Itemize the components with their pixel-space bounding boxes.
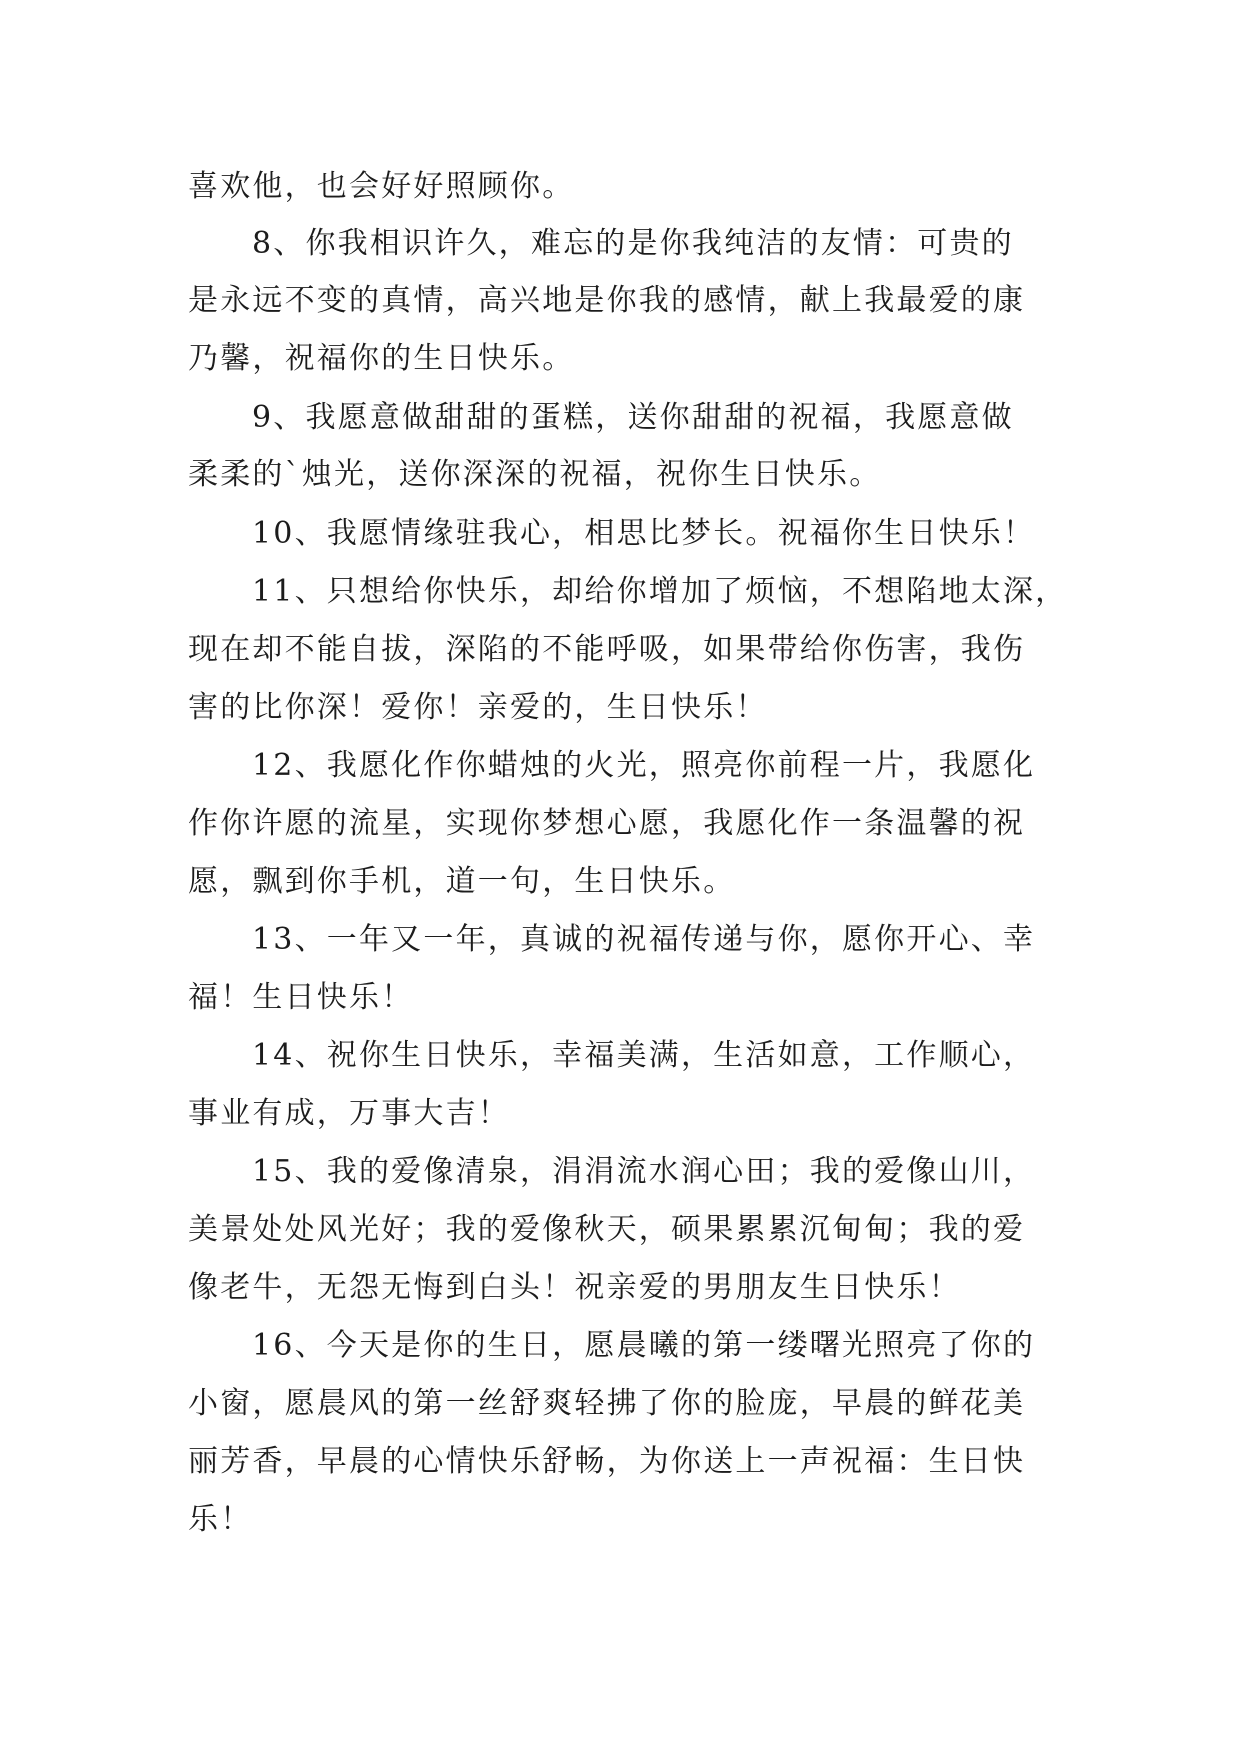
text-line: 喜欢他，也会好好照顾你。 xyxy=(188,169,575,204)
text-line: 9、我愿意做甜甜的蛋糕，送你甜甜的祝福，我愿意做 xyxy=(252,400,1014,435)
text-line: 柔柔的`烛光，送你深深的祝福，祝你生日快乐。 xyxy=(188,457,882,492)
text-line: 8、你我相识许久，难忘的是你我纯洁的友情：可贵的 xyxy=(252,226,1014,261)
text-line: 愿，飘到你手机，道一句，生日快乐。 xyxy=(188,864,736,899)
text-line: 害的比你深！爱你！亲爱的，生日快乐！ xyxy=(188,690,768,725)
text-line: 16、今天是你的生日，愿晨曦的第一缕曙光照亮了你的 xyxy=(252,1328,1036,1363)
text-line: 11、只想给你快乐，却给你增加了烦恼，不想陷地太深， xyxy=(252,574,1068,609)
text-line: 12、我愿化作你蜡烛的火光，照亮你前程一片，我愿化 xyxy=(252,748,1036,783)
text-line: 15、我的爱像清泉，涓涓流水润心田；我的爱像山川， xyxy=(252,1154,1036,1189)
text-line: 福！生日快乐！ xyxy=(188,980,414,1015)
text-line: 现在却不能自拔，深陷的不能呼吸，如果带给你伤害，我伤 xyxy=(188,632,1026,667)
text-line: 乃馨，祝福你的生日快乐。 xyxy=(188,341,575,376)
text-line: 小窗，愿晨风的第一丝舒爽轻拂了你的脸庞，早晨的鲜花美 xyxy=(188,1386,1026,1421)
text-line: 事业有成，万事大吉！ xyxy=(188,1096,510,1131)
text-line: 丽芳香，早晨的心情快乐舒畅，为你送上一声祝福：生日快 xyxy=(188,1444,1026,1479)
text-line: 10、我愿情缘驻我心，相思比梦长。祝福你生日快乐！ xyxy=(252,516,1036,551)
text-line: 作你许愿的流星，实现你梦想心愿，我愿化作一条温馨的祝 xyxy=(188,806,1026,841)
text-line: 乐！ xyxy=(188,1502,253,1537)
text-line: 13、一年又一年，真诚的祝福传递与你，愿你开心、幸 xyxy=(252,922,1036,957)
text-line: 像老牛，无怨无悔到白头！祝亲爱的男朋友生日快乐！ xyxy=(188,1270,961,1305)
text-line: 是永远不变的真情，高兴地是你我的感情，献上我最爱的康 xyxy=(188,283,1026,318)
text-line: 14、祝你生日快乐，幸福美满，生活如意，工作顺心， xyxy=(252,1038,1036,1073)
text-line: 美景处处风光好；我的爱像秋天，硕果累累沉甸甸；我的爱 xyxy=(188,1212,1026,1247)
